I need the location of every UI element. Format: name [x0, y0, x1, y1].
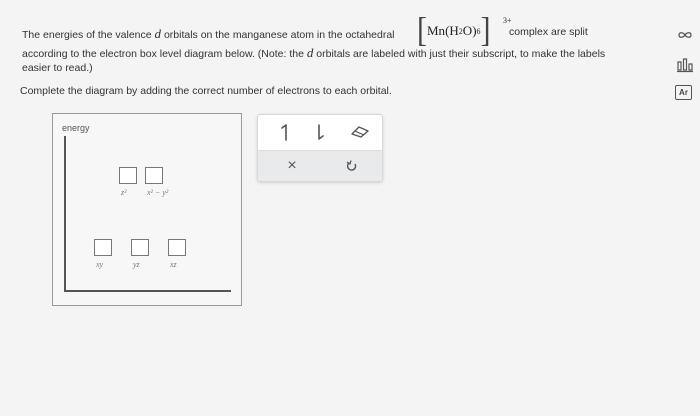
right-paren: ) — [472, 23, 477, 38]
metal-symbol: Mn — [427, 23, 446, 38]
question-line2-end: orbitals are labeled with just their subscript, to make the labels easier to read.) — [22, 48, 606, 74]
right-sidebar — [665, 0, 700, 416]
d-orbital-symbol: d — [154, 26, 162, 41]
orbital-diagram[interactable] — [52, 113, 242, 306]
electron-toolbox — [257, 114, 383, 182]
left-paren: ( — [445, 23, 450, 38]
upper-orbital-box-0[interactable] — [119, 167, 137, 184]
toolbox-action-bar — [258, 150, 382, 181]
energy-axis-label: energy — [62, 123, 90, 133]
complex-formula — [417, 11, 512, 50]
left-bracket: [ — [417, 11, 427, 50]
energy-axis-horizontal — [64, 290, 231, 292]
energy-axis-vertical — [64, 136, 66, 292]
bar-chart-icon[interactable] — [675, 56, 695, 74]
lower-orbital-box-1[interactable] — [131, 239, 149, 256]
ligand-h-subscript: 2 — [458, 26, 463, 36]
lower-orbital-label-2: xz — [170, 260, 177, 269]
instruction-text: Complete the diagram by adding the correct number of electrons to each orbital. — [20, 85, 392, 97]
lower-orbital-label-1: yz — [133, 260, 140, 269]
question-line-2 — [22, 46, 632, 75]
lower-orbital-box-2[interactable] — [168, 239, 186, 256]
question-text-mid: orbitals on the manganese atom in the octahedral — [163, 29, 395, 41]
upper-orbital-label-1: x² − y² — [147, 188, 169, 197]
periodic-table-icon[interactable]: Ar — [675, 85, 692, 100]
undo-icon[interactable] — [342, 156, 362, 176]
clear-icon[interactable]: × — [287, 157, 297, 174]
down-arrow-electron-icon[interactable] — [310, 121, 332, 143]
infinity-icon[interactable] — [675, 26, 695, 44]
question-text-end: complex are split — [509, 26, 588, 38]
ligand-h: H — [449, 23, 459, 38]
charge-superscript: 3+ — [503, 16, 512, 25]
up-arrow-electron-icon[interactable] — [274, 121, 296, 143]
question-line2-start: according to the electron box level diagram below. (Note: the — [22, 48, 304, 60]
right-bracket: ] — [480, 11, 491, 50]
upper-orbital-box-1[interactable] — [145, 167, 163, 184]
lower-orbital-label-0: xy — [96, 260, 104, 269]
d-orbital-symbol-2: d — [306, 45, 314, 60]
question-line-1 — [22, 26, 395, 42]
lower-orbital-box-0[interactable] — [94, 239, 112, 256]
eraser-icon[interactable] — [348, 121, 372, 143]
question-text-start: The energies of the valence — [22, 29, 152, 41]
ligand-o: O — [462, 23, 473, 38]
upper-orbital-label-0: z² — [121, 188, 127, 197]
ligand-count-subscript: 6 — [476, 26, 481, 36]
